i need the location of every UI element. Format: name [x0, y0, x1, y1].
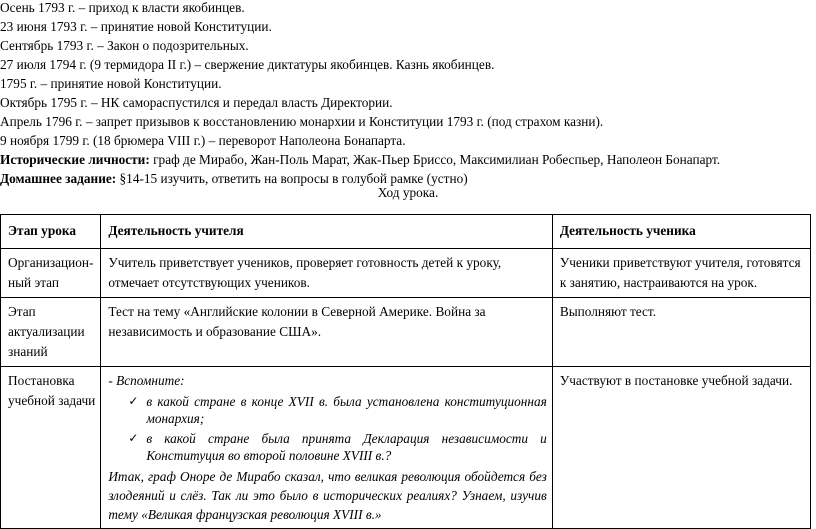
table-row: [1, 249, 811, 298]
stage-cell: Постановка учебной задачи: [1, 367, 101, 529]
teacher-intro: - Вспомните:: [108, 373, 185, 388]
teacher-cell: Учитель приветствует учеников, проверяет готовность детей к уроку, отмечает отсутствующих учеников.: [101, 249, 553, 298]
lesson-heading: Ход урока.: [377, 185, 439, 200]
question-list: [108, 393, 547, 464]
chronology-item: Сентябрь 1793 г. – Закон о подозрительных.: [0, 38, 249, 53]
question-text: в какой стране была принята Декларация независимости и Конституция во второй половине XVIII в.?: [146, 431, 547, 463]
personalities-label: Исторические личности:: [0, 152, 150, 167]
chronology-item: Осень 1793 г. – приход к власти якобинцев.: [0, 0, 245, 15]
chronology-item: Октябрь 1795 г. – НК самораспустился и передал власть Директории.: [0, 95, 393, 110]
chronology-item: Апрель 1796 г. – запрет призывов к восстановлению монархии и Конституции 1793 г. (под страхом казни).: [0, 114, 604, 129]
student-cell: Участвуют в постановке учебной задачи.: [552, 367, 810, 529]
personalities-line: [0, 152, 720, 168]
header-stage: Этап урока: [1, 215, 101, 249]
table-row: [1, 298, 811, 367]
student-cell: Ученики приветствуют учителя, готовятся к занятию, настраиваются на урок.: [552, 249, 810, 298]
chronology-item: 23 июня 1793 г. – принятие новой Конституции.: [0, 19, 272, 34]
header-student: Деятельность ученика: [552, 215, 810, 249]
list-item: [108, 393, 547, 427]
lesson-table: [0, 214, 811, 529]
table-row: [1, 367, 811, 529]
check-mark-icon: ✓: [128, 431, 139, 445]
list-item: [108, 430, 547, 464]
table-header-row: [1, 215, 811, 249]
stage-cell: Этап актуализации знаний: [1, 298, 101, 367]
check-mark-icon: ✓: [128, 394, 139, 408]
stage-cell: Организацион-ный этап: [1, 249, 101, 298]
question-text: в какой стране в конце XVII в. была установлена конституционная монархия;: [146, 394, 547, 426]
teacher-outro: Итак, граф Оноре де Мирабо сказал, что великая революция обойдется без злодеяний и слёз. Так ли это было в исторических реалиях? Узнаем, изучив тему «Великая французская революция XVIII в.»: [108, 469, 547, 522]
chronology-item: 27 июля 1794 г. (9 термидора II г.) – свержение диктатуры якобинцев. Казнь якобинцев.: [0, 57, 495, 72]
student-cell: Выполняют тест.: [552, 298, 810, 367]
header-teacher: Деятельность учителя: [101, 215, 553, 249]
teacher-cell: [101, 367, 553, 529]
homework-label: Домашнее задание:: [0, 171, 117, 186]
chronology-item: 9 ноября 1799 г. (18 брюмера VIII г.) – переворот Наполеона Бонапарта.: [0, 133, 406, 148]
chronology-item: 1795 г. – принятие новой Конституции.: [0, 76, 222, 91]
personalities-text: граф де Мирабо, Жан-Поль Марат, Жак-Пьер Бриссо, Максимилиан Робеспьер, Наполеон Бонапарт.: [149, 152, 721, 167]
teacher-cell: Тест на тему «Английские колонии в Северной Америке. Война за независимость и образование США».: [101, 298, 553, 367]
homework-text: §14-15 изучить, ответить на вопросы в голубой рамке (устно): [116, 171, 468, 186]
